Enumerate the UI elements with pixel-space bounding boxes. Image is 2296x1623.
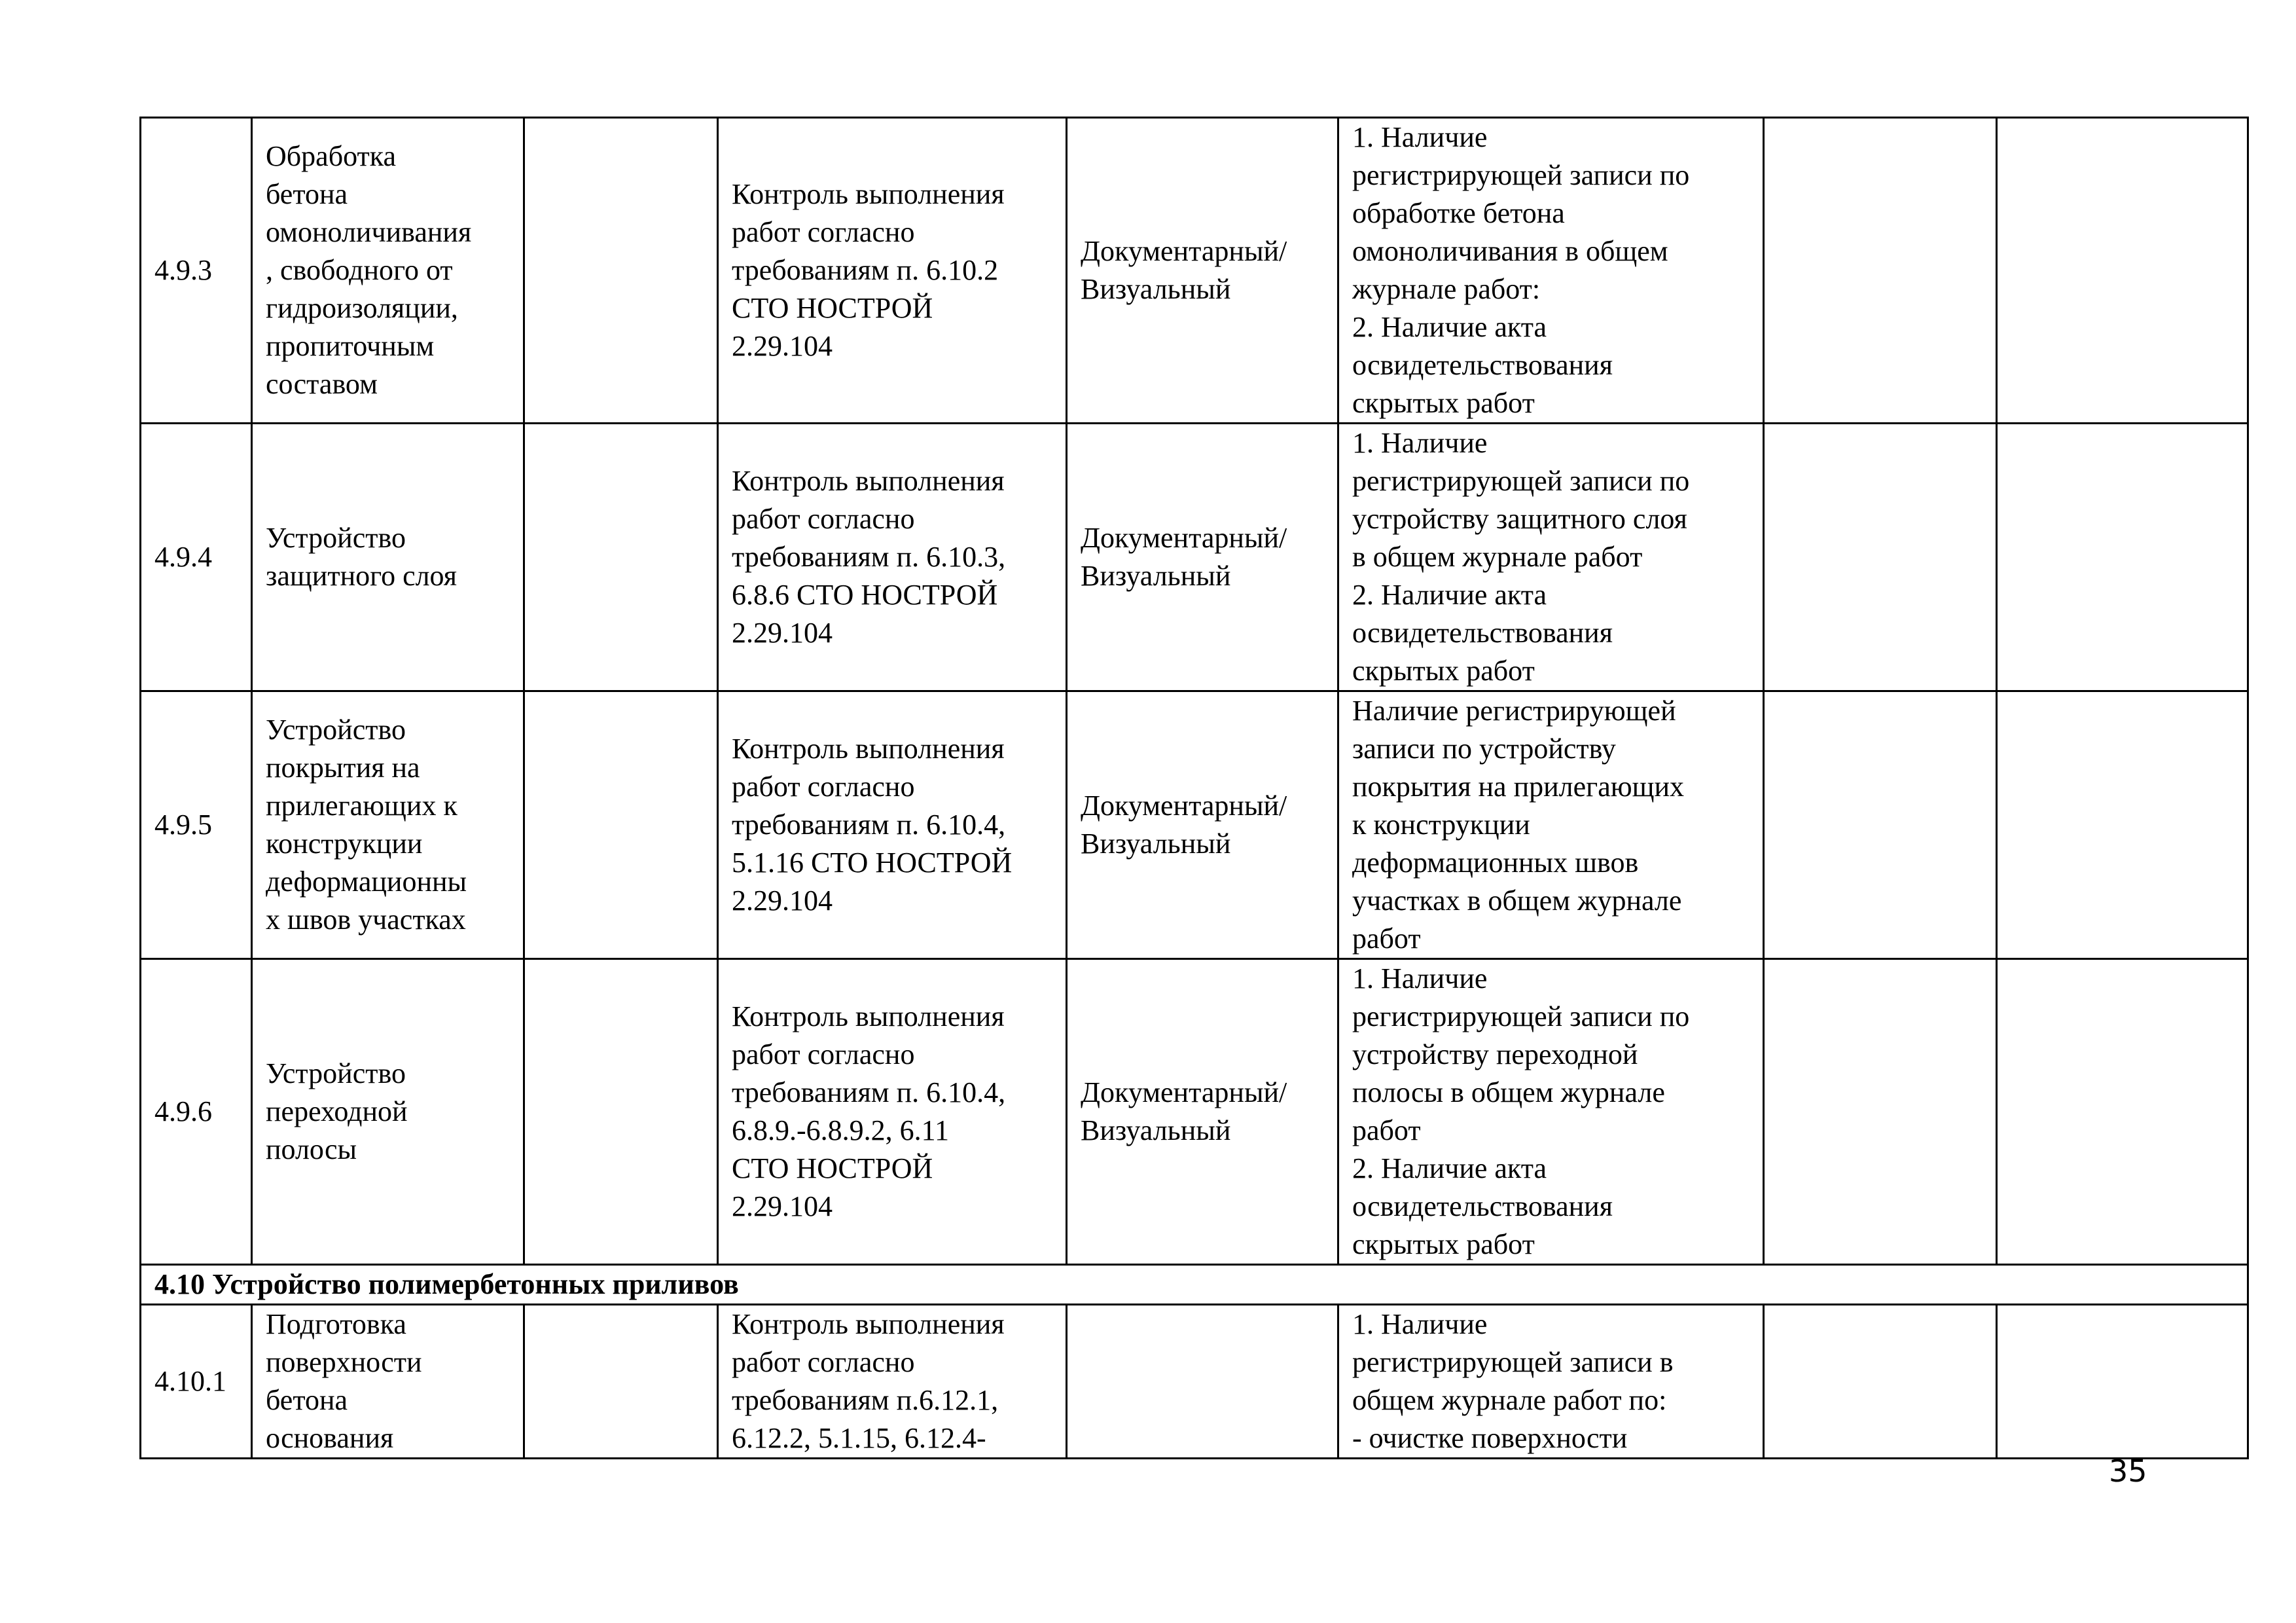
empty-cell bbox=[524, 1305, 718, 1459]
row-number: 4.10.1 bbox=[141, 1305, 252, 1459]
empty-cell bbox=[1764, 691, 1997, 959]
control-method: Документарный/ Визуальный bbox=[1067, 691, 1338, 959]
empty-cell bbox=[1764, 959, 1997, 1265]
work-name: Устройство покрытия на прилегающих к конструкции деформационны х швов участках bbox=[252, 691, 524, 959]
work-name: Устройство переходной полосы bbox=[252, 959, 524, 1265]
control-method: Документарный/ Визуальный bbox=[1067, 118, 1338, 424]
control-requirement: Контроль выполнения работ согласно требованиям п. 6.10.4, 6.8.9.-6.8.9.2, 6.11 СТО НОСТРОЙ 2.29.104 bbox=[718, 959, 1067, 1265]
row-number: 4.9.5 bbox=[141, 691, 252, 959]
empty-cell bbox=[1764, 118, 1997, 424]
row-number: 4.9.3 bbox=[141, 118, 252, 424]
table-row bbox=[141, 424, 2248, 691]
table-row bbox=[141, 1305, 2248, 1459]
control-method: Документарный/ Визуальный bbox=[1067, 959, 1338, 1265]
table-row bbox=[141, 118, 2248, 424]
control-result: Наличие регистрирующей записи по устройству покрытия на прилегающих к конструкции деформационных швов участках в общем журнале работ bbox=[1338, 691, 1764, 959]
control-requirement: Контроль выполнения работ согласно требованиям п. 6.10.4, 5.1.16 СТО НОСТРОЙ 2.29.104 bbox=[718, 691, 1067, 959]
empty-cell bbox=[524, 691, 718, 959]
control-requirement: Контроль выполнения работ согласно требованиям п. 6.10.2 СТО НОСТРОЙ 2.29.104 bbox=[718, 118, 1067, 424]
control-result: 1. Наличие регистрирующей записи по устройству переходной полосы в общем журнале работ 2. Наличие акта освидетельствования скрытых работ bbox=[1338, 959, 1764, 1265]
section-header-row bbox=[141, 1265, 2248, 1305]
empty-cell bbox=[524, 118, 718, 424]
page-number: 35 bbox=[2109, 1453, 2147, 1489]
section-title: 4.10 Устройство полимербетонных приливов bbox=[141, 1265, 2248, 1305]
work-name: Устройство защитного слоя bbox=[252, 424, 524, 691]
empty-cell bbox=[524, 959, 718, 1265]
empty-cell bbox=[1997, 691, 2248, 959]
empty-cell bbox=[1997, 959, 2248, 1265]
empty-cell bbox=[1997, 1305, 2248, 1459]
empty-cell bbox=[524, 424, 718, 691]
control-method: Документарный/ Визуальный bbox=[1067, 424, 1338, 691]
empty-cell bbox=[1997, 118, 2248, 424]
control-requirement: Контроль выполнения работ согласно требованиям п.6.12.1, 6.12.2, 5.1.15, 6.12.4- bbox=[718, 1305, 1067, 1459]
inspection-table bbox=[139, 117, 2249, 1459]
control-method bbox=[1067, 1305, 1338, 1459]
control-requirement: Контроль выполнения работ согласно требованиям п. 6.10.3, 6.8.6 СТО НОСТРОЙ 2.29.104 bbox=[718, 424, 1067, 691]
table-row bbox=[141, 691, 2248, 959]
empty-cell bbox=[1764, 424, 1997, 691]
empty-cell bbox=[1764, 1305, 1997, 1459]
control-result: 1. Наличие регистрирующей записи в общем журнале работ по: - очистке поверхности bbox=[1338, 1305, 1764, 1459]
row-number: 4.9.4 bbox=[141, 424, 252, 691]
row-number: 4.9.6 bbox=[141, 959, 252, 1265]
control-result: 1. Наличие регистрирующей записи по обработке бетона омоноличивания в общем журнале работ: 2. Наличие акта освидетельствования скрытых работ bbox=[1338, 118, 1764, 424]
work-name: Обработка бетона омоноличивания , свободного от гидроизоляции, пропиточным составом bbox=[252, 118, 524, 424]
empty-cell bbox=[1997, 424, 2248, 691]
control-result: 1. Наличие регистрирующей записи по устройству защитного слоя в общем журнале работ 2. Наличие акта освидетельствования скрытых работ bbox=[1338, 424, 1764, 691]
work-name: Подготовка поверхности бетона основания bbox=[252, 1305, 524, 1459]
table-row bbox=[141, 959, 2248, 1265]
